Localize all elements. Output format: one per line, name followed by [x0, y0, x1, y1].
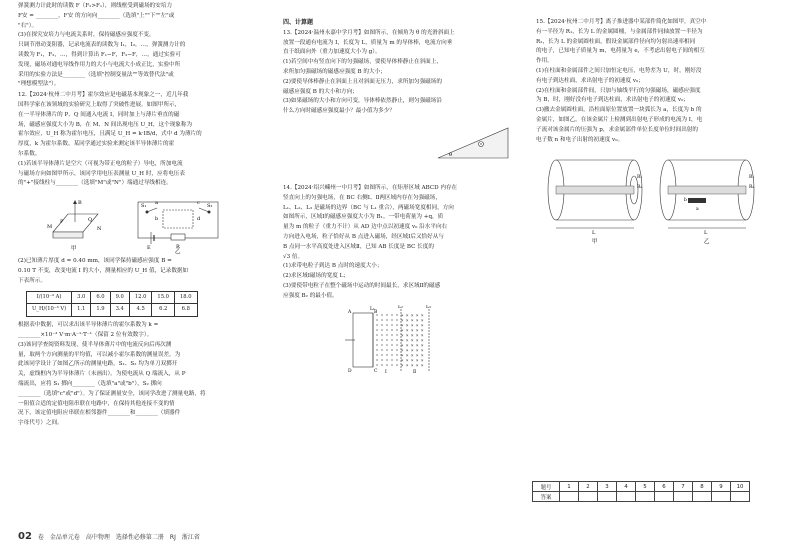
- text-line: 的电子，已知电子质量为 m，电荷量为 e，不考虑出射电子间的相互: [536, 48, 705, 55]
- text-line: ________×10⁻³ V·m·A⁻¹·T⁻¹（保留 2 位有效数字）。: [18, 331, 153, 338]
- page-number: 02: [18, 531, 32, 542]
- table-cell: 4.5: [129, 304, 152, 317]
- text-line: (2)求区域Ⅰ磁场的宽度 L；: [283, 273, 349, 280]
- table-row: [533, 482, 750, 492]
- field-mark: ×: [415, 363, 419, 368]
- field-mark: [381, 339, 382, 340]
- answer-cell[interactable]: [617, 492, 636, 502]
- field-mark: ×: [420, 323, 424, 328]
- field-mark: [381, 354, 382, 355]
- field-mark: ×: [405, 343, 409, 348]
- table-cell: 6.8: [174, 304, 197, 317]
- fig-label-R: R: [176, 244, 180, 251]
- fig-label-II: Ⅱ: [413, 369, 417, 375]
- field-mark: [376, 339, 377, 340]
- field-mark: ×: [410, 313, 414, 318]
- answer-table: [532, 481, 750, 502]
- field-mark: ×: [415, 313, 419, 318]
- field-mark: [381, 364, 382, 365]
- field-mark: ×: [415, 358, 419, 363]
- field-mark: [396, 329, 397, 330]
- field-mark: ×: [415, 343, 419, 348]
- q12-header: 12.【2024·杭州二中月考】霍尔效应是电磁基本现象之一，近几年我: [18, 92, 189, 99]
- text-line: (1)若该半导体薄片是空穴（可视为带正电的粒子）导电，所加电流: [18, 160, 183, 167]
- fig-label-R2-a: R₂: [637, 185, 643, 191]
- table-row-label: I/(10⁻³ A): [27, 291, 72, 304]
- field-mark: ×: [410, 338, 414, 343]
- field-mark: ×: [405, 313, 409, 318]
- table-row: [533, 492, 750, 502]
- section-title: 四、计算题: [283, 19, 314, 26]
- fig-label-a: a: [155, 200, 158, 207]
- text-line: 端流出，应将 S₁ 掷向________（选填"a"或"b"），S₂ 掷向: [18, 380, 162, 387]
- answer-number: 6: [655, 482, 674, 492]
- field-mark: ×: [410, 358, 414, 363]
- field-mark: [386, 319, 387, 320]
- field-mark: ×: [400, 353, 404, 358]
- text-line: (3)撤去金属圆柱面，沿柱面原位置放置一块弧长为 a，长度为 b 的: [536, 107, 702, 114]
- field-mark: [396, 334, 397, 335]
- field-mark: ×: [405, 338, 409, 343]
- text-line: 霍尔效应，U_H 称为霍尔电压，且满足 U_H = k·IB/d，式中 d 为薄片的: [18, 131, 202, 138]
- text-line: 直于纸面向外（重力加速度大小为 g）。: [283, 49, 381, 56]
- text-line: 发现，磁场对通电导线作用力的大小与电流大小成正比，实验中所: [18, 61, 181, 68]
- field-mark: ×: [410, 343, 414, 348]
- text-line: 厚度，k 为霍尔系数。某同学通过实验来测定该半导体薄片的霍: [18, 141, 175, 148]
- text-line: 在一半导体薄片的 P、Q 间通入电流 I，同时加上与薄片垂直的磁: [18, 111, 180, 118]
- field-mark: ×: [420, 353, 424, 358]
- field-mark: ×: [410, 328, 414, 333]
- text-line: 0.10 T 不变，改变电流 I 的大小，测量相应的 U_H 值，记录数据如: [18, 267, 189, 274]
- field-mark: [391, 334, 392, 335]
- q13-header: 13.【2024·温州永嘉中学月考】如图所示，在倾角为 θ 的光滑斜面上: [283, 29, 455, 36]
- field-mark: ×: [405, 348, 409, 353]
- field-mark: [386, 359, 387, 360]
- field-mark: ×: [410, 353, 414, 358]
- fig-label-M: M: [47, 224, 53, 231]
- table-cell: 18.0: [174, 291, 197, 304]
- field-mark: [391, 314, 392, 315]
- fig-label-R1-a: R₁: [637, 175, 643, 181]
- table-cell: 3.4: [110, 304, 129, 317]
- table-cell: 6.2: [152, 304, 175, 317]
- text-line: 的"+"接线柱与________（选填"M"或"N"）端通过导线相连。: [18, 180, 172, 187]
- page-footer: [18, 531, 778, 542]
- field-mark: [381, 334, 382, 335]
- text-line: 此该同学设计了如图乙所示的测量电路，S₁、S₂ 均为单刀双掷开: [18, 361, 178, 368]
- field-mark: ×: [405, 328, 409, 333]
- text-line: 子流对该金属片的压强为 p，求金属部件单位长度单位时间出射的: [536, 126, 698, 133]
- field-mark: ×: [400, 323, 404, 328]
- answer-number: 7: [674, 482, 693, 492]
- answer-row-label: 答案: [533, 492, 560, 502]
- table-cell: 6.0: [91, 291, 110, 304]
- table-cell: 12.0: [129, 291, 152, 304]
- table-cell: 1.9: [91, 304, 110, 317]
- fig-label-Q: Q: [88, 217, 93, 224]
- text-line: 下表所示。: [18, 277, 46, 284]
- text-line: 方向进入电场，粒子恰好从 B 点进入磁场，经区域Ⅰ后又恰好从与: [283, 233, 444, 240]
- field-mark: [386, 329, 387, 330]
- field-mark: [386, 364, 387, 365]
- table-cell: 15.0: [152, 291, 175, 304]
- field-mark: [396, 359, 397, 360]
- field-mark: ×: [420, 363, 424, 368]
- text-line: 关，虚线框内为半导体薄片（未画出）。为使电流从 Q 端流入，从 P: [18, 371, 186, 378]
- field-mark: ×: [405, 333, 409, 338]
- fig-label-b-b: b: [684, 198, 687, 204]
- text-line: 况下，该定值电阻应串联在相邻器件________和________（填器件: [18, 410, 181, 417]
- field-mark: [376, 364, 377, 365]
- field-mark: ×: [410, 348, 414, 353]
- fig-label-L3: L₃: [426, 304, 431, 310]
- field-mark: [381, 344, 382, 345]
- footer-item: 金品单元卷: [49, 534, 80, 541]
- q12-part3: [18, 321, 268, 429]
- fig-label-L-b: L: [704, 230, 708, 237]
- field-mark: [381, 314, 382, 315]
- q14-header: 14.【2024·绍兴嵊州一中月考】如图所示，在矩形区域 ABCD 内存在: [283, 184, 458, 191]
- q13-body: [283, 39, 529, 117]
- text-line: (2)在柱面和金属部件间，只加与轴线平行的匀强磁场，磁感应强度: [536, 87, 701, 94]
- text-line: 电子数 n 和电子出射的初速度 v₀。: [536, 136, 624, 143]
- table-cell: 3.0: [72, 291, 91, 304]
- text-line: 采用的实验方法是________（选填"控制变量法""等效替代法"或: [18, 71, 174, 78]
- field-mark: [381, 324, 382, 325]
- field-mark: ×: [415, 323, 419, 328]
- field-mark: ×: [400, 363, 404, 368]
- field-mark: [381, 329, 382, 330]
- fig-label-L-a: L: [592, 230, 596, 237]
- field-mark: ×: [415, 338, 419, 343]
- text-line: 磁感应强度 B 的大小和方向；: [283, 88, 358, 95]
- field-mark: [386, 354, 387, 355]
- text-line: 为 B，时，刚好没有电子到达柱面，求出射电子的初速度 v₀；: [536, 97, 689, 104]
- answer-cell[interactable]: [636, 492, 655, 502]
- text-line: (1)若空间中有竖直向下的匀强磁场，要使导体棒静止在斜面上，: [283, 59, 442, 66]
- answer-cell[interactable]: [674, 492, 693, 502]
- text-line: (3)如果磁场的大小和方向可变，导体棒依然静止，则匀强磁场沿: [283, 98, 442, 105]
- field-mark: ×: [410, 363, 414, 368]
- field-mark: [381, 319, 382, 320]
- field-mark: ×: [410, 323, 414, 328]
- q12-figure: [43, 192, 243, 254]
- field-mark: ×: [405, 363, 409, 368]
- column-middle: [283, 18, 529, 378]
- field-mark: [386, 349, 387, 350]
- field-mark: [386, 344, 387, 345]
- field-mark: ×: [400, 333, 404, 338]
- text-line: 读数为 F₁，F₂，…，得到计算出 F₁−F，F₂−F，…，通过实验可: [18, 51, 181, 58]
- field-mark: [376, 334, 377, 335]
- text-line: 根据表中数据，可以求出该半导体薄片的霍尔系数为 k =: [18, 322, 159, 329]
- fig-label-jia: 甲: [71, 246, 77, 253]
- text-line: 金属片，如图乙。在该金属片上检测到出射电子形成的电流为 I，电: [536, 116, 703, 123]
- answer-cell[interactable]: [731, 492, 750, 502]
- answer-number: 3: [598, 482, 617, 492]
- text-line: 应强度 B₂ 的最小值。: [283, 292, 338, 299]
- answer-cell[interactable]: [712, 492, 731, 502]
- fig-label-L2: L₂: [398, 304, 403, 310]
- text-line: ________（选填"c"或"d"）。为了保证测量安全，该同学改进了测量电路，将: [18, 390, 206, 397]
- field-mark: ×: [420, 328, 424, 333]
- text-line: L₁、L₂、L₃ 是磁场的边界（BC 与 L₁ 重合），两磁场宽度相同，方向: [283, 204, 454, 211]
- text-line: 作用。: [536, 58, 553, 65]
- fig-label-a-b: a: [696, 207, 699, 213]
- text-line: (2)要使导体棒静止在斜面上且对斜面无压力，求所加匀强磁场的: [283, 78, 442, 85]
- field-mark: ×: [400, 318, 404, 323]
- fig-label-E: E: [147, 245, 151, 252]
- field-mark: ×: [410, 318, 414, 323]
- answer-cell[interactable]: [655, 492, 674, 502]
- field-mark: [376, 344, 377, 345]
- text-line: "理想模型法"）。: [18, 81, 60, 88]
- field-mark: ×: [420, 318, 424, 323]
- footer-item: 选择性必修第二册: [115, 534, 164, 541]
- field-mark: ×: [400, 358, 404, 363]
- field-mark: [376, 324, 377, 325]
- field-mark: [391, 329, 392, 330]
- answer-number: 4: [617, 482, 636, 492]
- q13-figure: [433, 120, 513, 162]
- fig-label-B2: B: [374, 309, 378, 315]
- field-mark: ×: [420, 313, 424, 318]
- text-line: 求所加匀强磁场的磁感应强度 B 的大小；: [283, 68, 386, 75]
- field-mark: ×: [420, 338, 424, 343]
- field-mark: [396, 354, 397, 355]
- text-line: 字母代号）之间。: [18, 420, 63, 427]
- text-line: 什么方向时磁感应强度最小？最小值为多少？: [283, 108, 395, 115]
- answer-cell[interactable]: [693, 492, 712, 502]
- fig-label-R1-b: R₁: [749, 175, 755, 181]
- field-mark: [391, 364, 392, 365]
- text-line: "右"）。: [18, 22, 38, 29]
- text-line: 如图所示，区域Ⅰ的磁感应强度大小为 B₁。一带电荷量为 +q，质: [283, 214, 444, 221]
- field-mark: [391, 319, 392, 320]
- field-mark: [386, 314, 387, 315]
- field-mark: ×: [400, 343, 404, 348]
- fig-label-D: D: [348, 368, 352, 374]
- field-mark: [376, 359, 377, 360]
- field-mark: [381, 349, 382, 350]
- field-mark: ×: [405, 323, 409, 328]
- field-mark: [386, 334, 387, 335]
- field-mark: ×: [405, 353, 409, 358]
- fig-label-A: A: [348, 309, 352, 315]
- text-line: 放置一段通有电流为 I，长度为 L，质量为 m 的导体棒，电流方向垂: [283, 39, 453, 46]
- column-right: [536, 18, 776, 251]
- text-line: 弹簧测力计此时的读数 F（F₂>F₁），则线框受到磁场的安培力: [18, 3, 173, 9]
- text-line: 竖直向上的匀强电场，在 BC 右侧Ⅰ、Ⅱ两区域内存在匀强磁场，: [283, 194, 441, 201]
- text-line: (1)在柱面和金属部件之间只加恒定电压，电势差为 U，时，刚好没: [536, 67, 702, 74]
- field-mark: [376, 319, 377, 320]
- answer-number: 2: [579, 482, 598, 492]
- text-line: 与磁场方向如图甲所示，该同学用电压表测量 U_H 时，应将电压表: [18, 170, 185, 177]
- field-mark: [391, 349, 392, 350]
- q14-figure: [343, 305, 453, 375]
- field-mark: [396, 319, 397, 320]
- text-line: B 点同一水平高度处进入区域Ⅱ，已知 AB 长度是 BC 长度的: [283, 243, 434, 250]
- field-mark: ×: [400, 328, 404, 333]
- fig-label-yi: 乙: [175, 249, 181, 255]
- text-line: 只调节滑动变阻器，记录电流表的读数为 I₁，I₂，…，弹簧测力计的: [18, 42, 186, 49]
- fig-label-jia2: 甲: [592, 239, 598, 246]
- answer-number: 10: [731, 482, 750, 492]
- field-mark: ×: [420, 348, 424, 353]
- text-line: 有一半径为 R₁，长为 L 的金属圆桶，与金属部件同轴放置一半径为: [536, 28, 703, 35]
- field-mark: [396, 349, 397, 350]
- fig-label-theta: θ: [449, 151, 453, 158]
- field-mark: [391, 324, 392, 325]
- answer-number: 9: [712, 482, 731, 492]
- answer-row-label: 题号: [533, 482, 560, 492]
- table-cell: 9.0: [110, 291, 129, 304]
- answer-number: 1: [560, 482, 579, 492]
- fig-label-b: b: [155, 216, 159, 223]
- field-mark: ×: [400, 348, 404, 353]
- field-mark: [396, 344, 397, 345]
- fig-label-R2-b: R₂: [749, 185, 755, 191]
- field-mark: [381, 359, 382, 360]
- field-mark: ×: [415, 353, 419, 358]
- field-mark: [396, 324, 397, 325]
- footer-item: 浙江省: [181, 534, 200, 541]
- field-mark: ×: [400, 313, 404, 318]
- field-mark: ×: [410, 333, 414, 338]
- column-left: [18, 2, 268, 429]
- field-mark: ×: [415, 318, 419, 323]
- field-mark: ×: [405, 318, 409, 323]
- fig-label-S1: S₁: [141, 203, 147, 210]
- text-line: 尔系数。: [18, 150, 41, 157]
- field-mark: ×: [415, 348, 419, 353]
- field-mark: ×: [400, 338, 404, 343]
- answer-cell[interactable]: [579, 492, 598, 502]
- answer-cell[interactable]: [560, 492, 579, 502]
- field-mark: ×: [420, 358, 424, 363]
- data-table: [26, 291, 198, 318]
- field-mark: [391, 344, 392, 345]
- field-mark: [391, 354, 392, 355]
- text-line: R₂，长为 L 的金属圆柱面，假设金属部件径向均匀射出速率相同: [536, 38, 696, 45]
- fig-label-N: N: [97, 226, 102, 233]
- fig-label-S2: S₂: [207, 203, 213, 210]
- text-line: (3)要使带电粒子在整个磁场中运动的时间最长，求区域Ⅱ的磁感: [283, 282, 441, 289]
- field-mark: [396, 364, 397, 365]
- table-row: [27, 304, 198, 317]
- footer-item: 高中物理: [85, 534, 110, 541]
- footer-item: RJ: [169, 534, 176, 541]
- field-mark: [376, 354, 377, 355]
- fig-label-c: c: [197, 200, 200, 207]
- fig-label-P: P: [60, 219, 64, 226]
- text-line: 一阻值合适的定值电阻串联在电路中，在保持其他连接不变的情: [18, 400, 175, 407]
- text-line: 场，磁感应强度大小为 B，在 M、N 间出现电压 U_H，这个现象称为: [18, 121, 193, 128]
- field-mark: ×: [405, 358, 409, 363]
- q15-figure: [538, 148, 774, 248]
- field-mark: ×: [415, 333, 419, 338]
- fig-label-C: C: [374, 368, 378, 374]
- fig-label-I: Ⅰ: [385, 369, 387, 375]
- footer-item: 卷: [37, 534, 44, 541]
- answer-number: 5: [636, 482, 655, 492]
- fig-label-yi2: 乙: [704, 239, 710, 246]
- field-mark: [376, 349, 377, 350]
- text-line: F安 = ________，F安 的方向向________（选填"上""下""左"或: [18, 12, 175, 19]
- q12-part2: [18, 257, 268, 286]
- text-line: (3)在探究安培力与电流关系时，保持磁感应强度不变，: [18, 32, 155, 39]
- answer-number: 8: [693, 482, 712, 492]
- table-row: [27, 291, 198, 304]
- field-mark: [386, 339, 387, 340]
- intro-block: [18, 2, 268, 90]
- text-line: 国科学家在该领域的实验研究上取得了突破性进展。如图甲所示，: [18, 101, 181, 108]
- field-mark: [386, 324, 387, 325]
- q14-body: [283, 194, 529, 302]
- field-mark: ×: [420, 333, 424, 338]
- table-row-label: U_H/(10⁻³ V): [27, 304, 72, 317]
- table-cell: 1.1: [72, 304, 91, 317]
- q15-header: 15.【2024·杭州二中月考】离子推进器中某部件简化如图甲，真空中: [536, 19, 707, 25]
- field-mark: ×: [415, 328, 419, 333]
- field-mark: ×: [420, 343, 424, 348]
- text-line: (2)已知薄片厚度 d = 0.40 mm，该同学保持磁感应强度 B =: [18, 258, 172, 265]
- text-line: 量，取两个方向测量的平均值，可以减小霍尔系数的测量误差，为: [18, 351, 181, 358]
- field-mark: [376, 329, 377, 330]
- fig-label-L1: L₁: [370, 306, 375, 312]
- answer-cell[interactable]: [598, 492, 617, 502]
- text-line: (1)求带电粒子到达 B 点时的速度大小；: [283, 263, 383, 270]
- field-mark: [391, 339, 392, 340]
- q12-body: [18, 101, 268, 189]
- text-line: 量为 m 的粒子（重力不计）从 AD 边中点以初速度 v₀ 沿水平向右: [283, 224, 448, 231]
- text-line: √3 倍。: [283, 253, 304, 260]
- field-mark: [396, 339, 397, 340]
- fig-label-B: B: [78, 200, 82, 207]
- text-line: 有电子到达柱面，求出射电子的初速度 v₀；: [536, 77, 644, 84]
- fig-label-d: d: [197, 216, 201, 223]
- q15-body: [536, 28, 776, 146]
- text-line: (3)该同学查阅资料发现，使半导体薄片中的电流反向后再次测: [18, 341, 172, 348]
- field-mark: [391, 359, 392, 360]
- field-mark: [396, 314, 397, 315]
